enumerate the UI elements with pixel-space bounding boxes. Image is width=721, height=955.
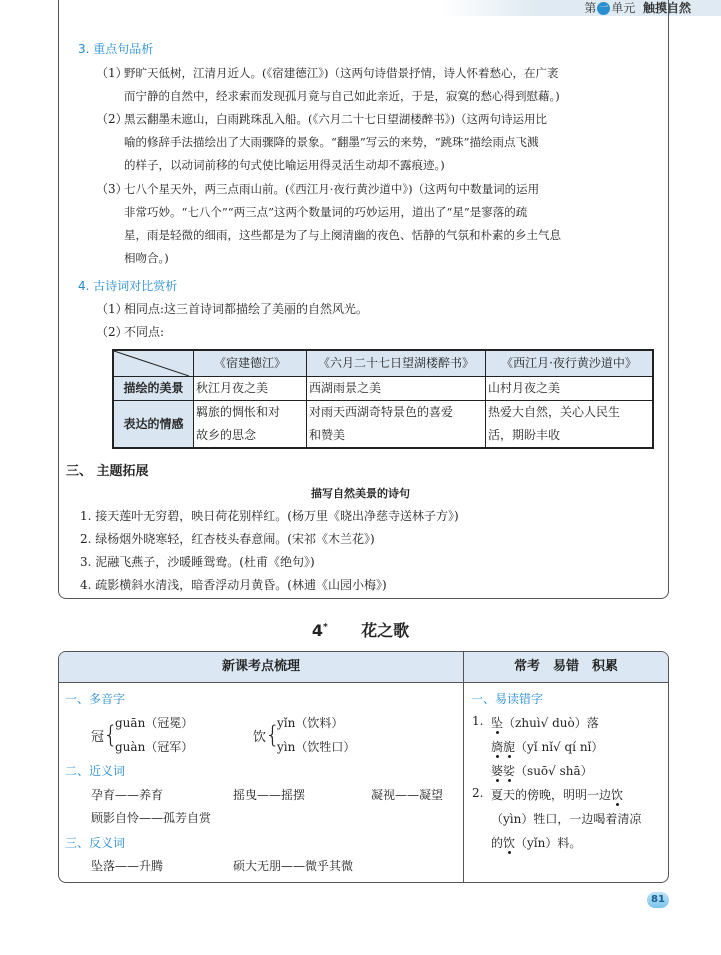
table-cell: 山村月夜之美	[486, 377, 654, 401]
table-cell: 对雨天西湖奇特景色的喜爱 和赞美	[307, 401, 486, 449]
list-number: 1.	[472, 714, 484, 728]
sentence-line: 夏天的傍晚，明明一边饮	[491, 788, 624, 802]
diagonal-corner-cell	[113, 350, 194, 377]
table-cell: 西湖雨景之美	[307, 377, 486, 401]
misread-word: 婆娑（suō√ shā）	[491, 764, 593, 778]
brace: {	[103, 721, 119, 749]
table-cell: 羁旅的惆怅和对 故乡的思念	[194, 401, 307, 449]
misread-word: 旖旎（yǐ nǐ√ qí nǐ）	[491, 740, 604, 754]
table-row-header: 表达的情感	[113, 401, 194, 449]
synonym-pair: 孕育——养育	[91, 788, 164, 802]
table-header-row	[113, 350, 653, 377]
sentence-line: （yìn）牲口，一边喝着清凉	[491, 812, 642, 826]
unit-header: 第 一 单元 触摸自然	[584, 1, 691, 15]
page-number: 81	[647, 892, 669, 908]
lesson-title: 4* 花之歌	[311, 621, 410, 640]
section-comparison-title: 4. 古诗词对比赏析	[78, 279, 178, 293]
table-cell: 秋江月夜之美	[194, 377, 307, 401]
left-panel-heading: 新课考点梳理	[59, 652, 463, 683]
misread-word: 坠（zhuì√ duò）落	[491, 716, 599, 730]
synonym-pair: 凝视——凝望	[371, 788, 444, 802]
antonyms-title: 三、反义词	[65, 836, 126, 850]
antonym-pair: 硕大无朋——微乎其微	[233, 859, 354, 873]
list-item: 3. 泥融飞燕子，沙暖睡鸳鸯。(杜甫《绝句》)	[80, 555, 315, 569]
sentence-line: 的饮（yǐn）料。	[491, 836, 582, 850]
synonyms-title: 二、近义词	[65, 764, 126, 778]
polyphone-reading: guān（冠冕）	[115, 716, 194, 730]
panel-divider	[463, 652, 464, 882]
table-header-cell: 《宿建德江》	[194, 350, 307, 377]
table-row	[113, 377, 653, 401]
misread-title: 一、易读错字	[471, 692, 544, 706]
list-item: 2. 绿杨烟外晓寒轻，红杏枝头春意闹。(宋祁《木兰花》)	[80, 532, 375, 546]
right-panel-heading: 常考 易错 积累	[464, 652, 668, 683]
lesson-points-box	[58, 651, 669, 883]
brace: {	[265, 721, 281, 749]
polyphone-title: 一、多音字	[65, 692, 126, 706]
unit-title: 触摸自然	[642, 1, 691, 15]
polyphone-reading: guàn（冠军）	[115, 740, 194, 754]
synonym-pair: 摇曳——摇摆	[233, 788, 306, 802]
antonym-pair: 坠落——升腾	[91, 859, 164, 873]
table-header-cell: 《六月二十七日望湖楼醉书》	[307, 350, 486, 377]
list-item: 4. 疏影横斜水清浅，暗香浮动月黄昏。(林逋《山园小梅》)	[80, 578, 387, 592]
comparison-table	[112, 349, 654, 449]
table-row-header: 描绘的美景	[113, 377, 194, 401]
table-cell: 热爱大自然，关心人民生 活，期盼丰收	[486, 401, 654, 449]
table-header-cell: 《西江月·夜行黄沙道中》	[486, 350, 654, 377]
polyphone-char-yin: 饮	[253, 730, 267, 745]
unit-number-badge: 一	[599, 3, 609, 13]
synonym-pair: 顾影自怜——孤芳自赏	[91, 811, 212, 825]
polyphone-reading: yìn（饮牲口）	[277, 740, 356, 754]
poem-list	[80, 505, 459, 597]
polyphone-char-guan: 冠	[91, 730, 105, 745]
diagonal-line	[114, 351, 189, 376]
polyphone-reading: yǐn（饮料）	[277, 716, 344, 730]
list-number: 2.	[472, 786, 484, 800]
list-item: 1. 接天莲叶无穷碧，映日荷花别样红。(杨万里《晓出净慈寺送林子方》)	[80, 509, 459, 523]
table-row	[113, 401, 653, 449]
poems-subtitle: 描写自然美景的诗句	[311, 487, 410, 500]
section-key-sentences-title: 3. 重点句品析	[78, 42, 154, 56]
topic-extension-heading: 三、 主题拓展	[66, 464, 149, 479]
